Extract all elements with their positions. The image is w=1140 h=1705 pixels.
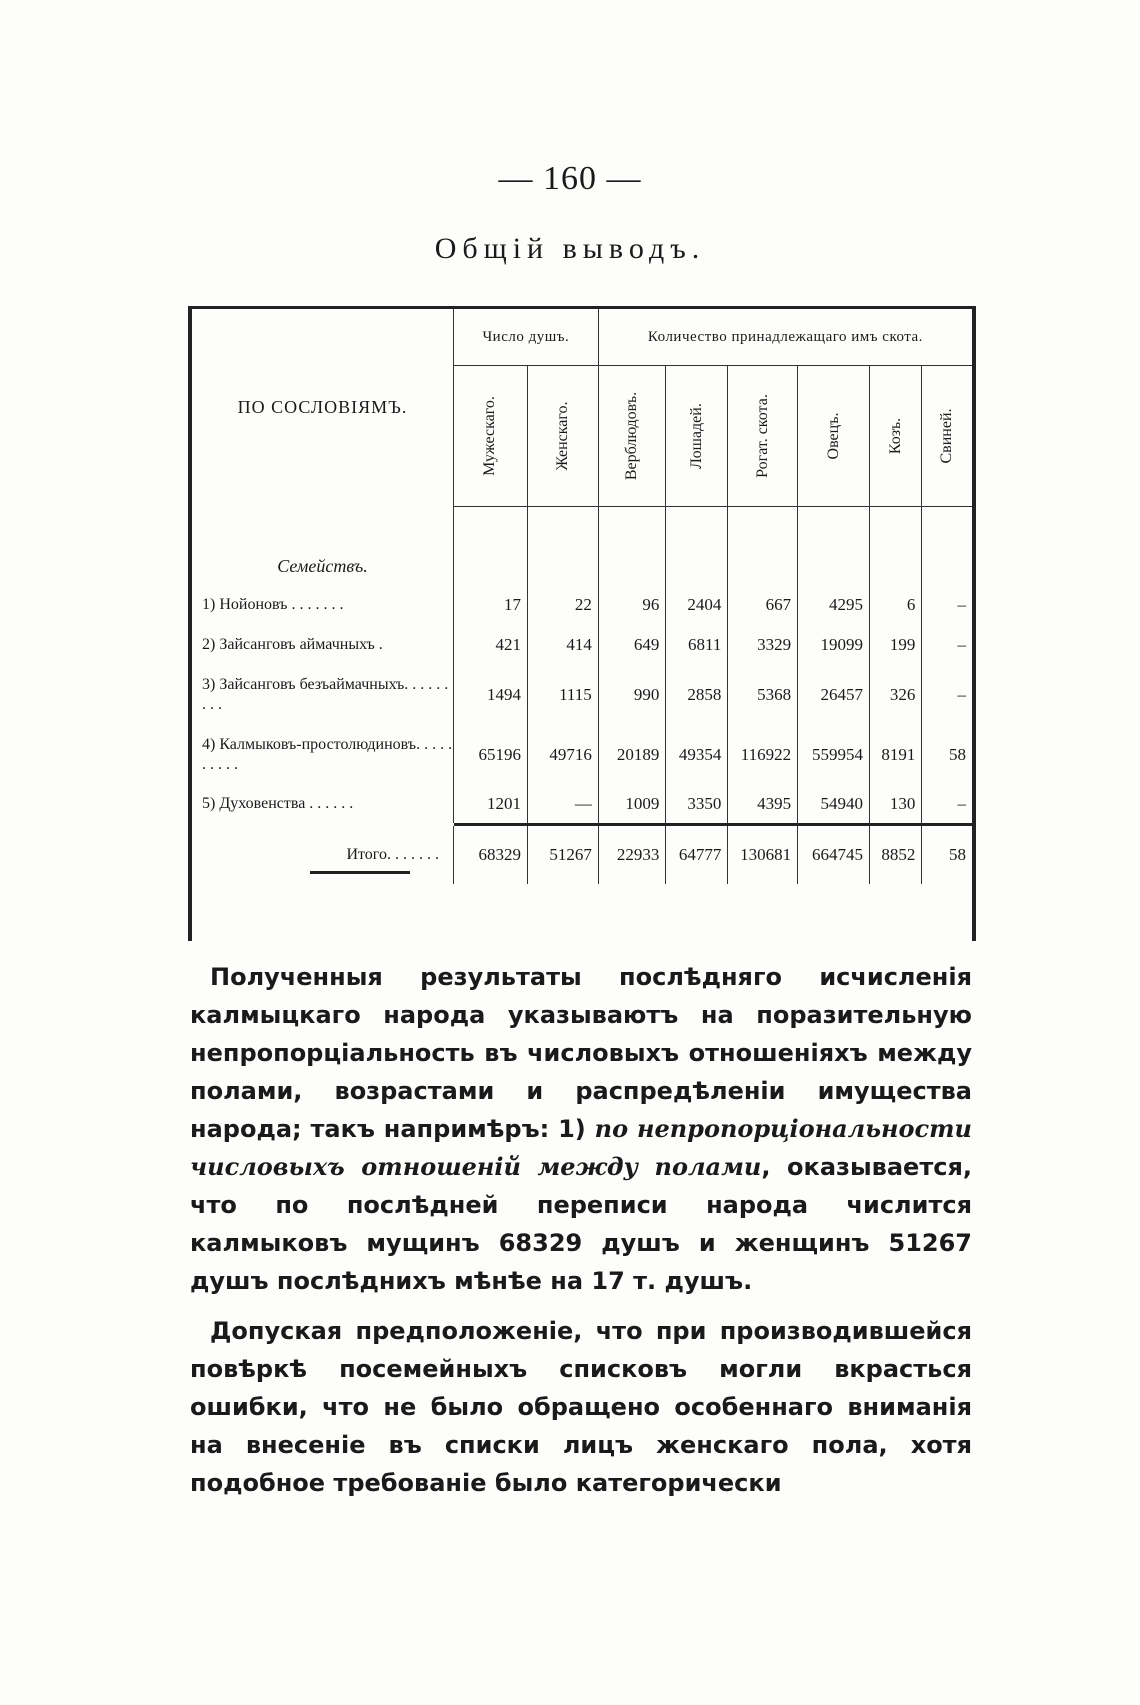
souls-header: Число душъ. <box>453 309 598 366</box>
total-label: Итого. . . . . . . <box>346 846 439 863</box>
families-subheader: Семействъ. <box>277 555 368 576</box>
table-row: 3) Зайсанговъ безъаймачныхъ. . . . . . . . . 1494 1115 990 2858 5368 26457 326 – <box>192 665 972 725</box>
body-text <box>190 958 972 1514</box>
col-header-sheep: Овецъ. <box>798 366 870 507</box>
col-header-male: Мужескаго. <box>453 366 527 507</box>
paragraph-1: Полученныя результаты послѣдняго исчисленія калмыцкаго народа указываютъ на поразительную непропорціальность въ числовыхъ отношеніяхъ между полами, возрастами и распредѣленіи имущества народа; такъ напримѣръ: 1) по непропорціональности числовыхъ отношеній между полами, оказывается, что по послѣдней переписи народа числится калмыковъ мущинъ 68329 душъ и женщинъ 51267 душъ послѣднихъ мѣнѣе на 17 т. душъ. <box>190 963 972 1295</box>
col-header-cattle: Рогат. скота. <box>728 366 798 507</box>
total-rule <box>310 871 410 874</box>
table-row: 2) Зайсанговъ аймачныхъ . 421 414 649 6811 3329 19099 199 – <box>192 625 972 665</box>
col-header-goats: Козъ. <box>870 366 922 507</box>
table-row: 4) Калмыковъ-простолюдиновъ. . . . . . . . . . 65196 49716 20189 49354 116922 559954 8191 58 <box>192 725 972 785</box>
col-header-pigs: Свиней. <box>922 366 972 507</box>
paragraph-2: Допуская предположеніе, что при производившейся повѣркѣ посемейныхъ списковъ могли вкрасться ошибки, что не было обращено особеннаго вниманія на внесеніе въ списки лицъ женскаго пола, хотя подобное требованіе было категорически <box>190 1317 972 1497</box>
col-header-horses: Лошадей. <box>666 366 728 507</box>
page-number: — 160 — <box>498 160 642 197</box>
statistics-table <box>188 306 976 941</box>
col-header-female: Женскаго. <box>528 366 599 507</box>
emphasis: по непропорціональности числовыхъ отношеній между полами <box>190 1114 972 1181</box>
total-row: Итого. . . . . . . 68329 51267 22933 64777 130681 664745 8852 58 <box>192 825 972 885</box>
label-column-header: ПО СОСЛОВІЯМЪ. <box>237 397 408 418</box>
table-row: 5) Духовенства . . . . . . 1201 — 1009 3350 4395 54940 130 – <box>192 785 972 825</box>
section-title: Общій выводъ. <box>434 232 706 265</box>
col-header-camels: Верблюдовъ. <box>598 366 666 507</box>
cattle-header: Количество принадлежащаго имъ скота. <box>598 309 972 366</box>
table-row: 1) Нойоновъ . . . . . . . 17 22 96 2404 667 4295 6 – <box>192 585 972 625</box>
